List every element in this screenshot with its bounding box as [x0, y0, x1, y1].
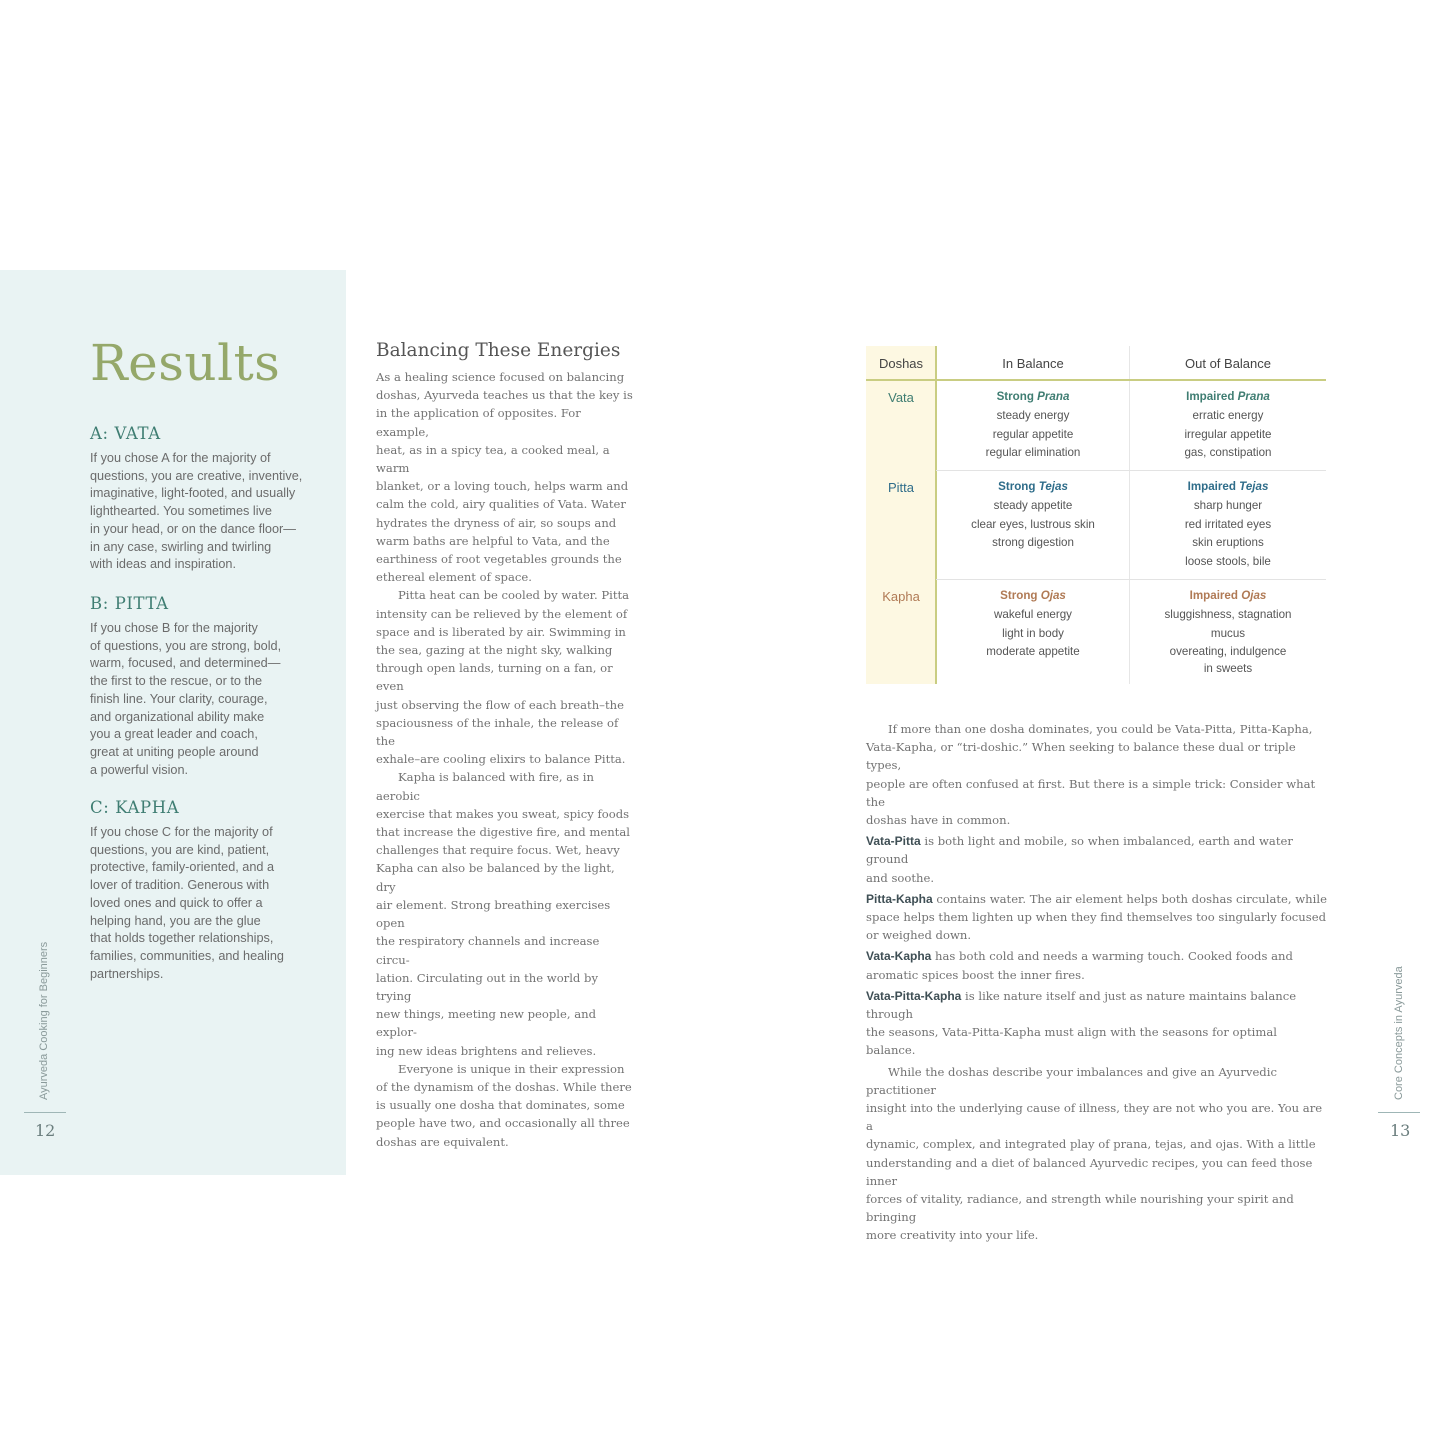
combo-name: Vata-Pitta-Kapha — [866, 988, 962, 1003]
cell-item: mucus — [1210, 626, 1246, 640]
result-pitta — [90, 594, 320, 779]
results-title: Results — [90, 334, 281, 392]
combo-paragraph — [866, 832, 1328, 887]
row-name-kapha: Kapha — [882, 589, 920, 604]
cell-in-balance — [936, 478, 1130, 553]
cell-item: strong digestion — [992, 536, 1074, 550]
balancing-column — [376, 340, 634, 1151]
result-kapha — [90, 798, 320, 983]
cell-item: in sweets — [1203, 662, 1253, 676]
cell-item: moderate appetite — [986, 645, 1080, 659]
cell-item: regular elimination — [985, 446, 1081, 460]
section-title: Balancing These Energies — [376, 340, 621, 361]
cell-item: skin eruptions — [1192, 536, 1264, 550]
table-header-doshas: Doshas — [878, 356, 924, 371]
combo-name: Vata-Kapha — [866, 949, 932, 964]
cell-lead: Impaired Prana — [1186, 390, 1270, 403]
cell-out-of-balance — [1130, 478, 1326, 572]
combo-text: is both light and mobile, so when imbalanced, earth and water ground and soothe. — [866, 834, 1293, 885]
cell-item: irregular appetite — [1184, 427, 1272, 441]
table-header-in-balance: In Balance — [1002, 356, 1064, 371]
combo-paragraph — [866, 947, 1328, 983]
result-vata — [90, 424, 320, 574]
table-row-rule — [936, 579, 1326, 580]
cell-lead: Impaired Ojas — [1189, 589, 1267, 602]
page-number-right: 13 — [1390, 1121, 1411, 1140]
cell-in-balance — [936, 388, 1130, 463]
cell-item: sharp hunger — [1193, 498, 1263, 512]
cell-item: steady energy — [996, 408, 1070, 422]
cell-item: gas, constipation — [1184, 446, 1272, 460]
row-name-pitta: Pitta — [887, 480, 914, 495]
combo-name: Vata-Pitta — [866, 834, 921, 849]
combo-name: Pitta-Kapha — [866, 891, 933, 906]
cell-out-of-balance — [1130, 587, 1326, 676]
paragraph: Everyone is unique in their expression of the dynamism of the doshas. While there is usually one dosha that dominates, some people have two, and occasionally all three doshas are equivalent. — [376, 1061, 632, 1149]
cell-item: wakeful energy — [994, 607, 1072, 621]
dosha-table — [866, 346, 1326, 686]
cell-out-of-balance — [1130, 388, 1326, 463]
cell-item: light in body — [1002, 626, 1064, 640]
paragraph: If more than one dosha dominates, you could be Vata-Pitta, Pitta-Kapha, Vata-Kapha, or “tri-doshic.” When seeking to balance these dual or triple types, people are often confused at first. But there is a simple trick: Consider what the doshas have in common. — [866, 722, 1316, 828]
table-header-rule — [866, 379, 1326, 381]
dual-doshas-text — [866, 720, 1328, 1248]
cell-lead: Strong Prana — [996, 390, 1070, 403]
cell-item: overeating, indulgence — [1169, 645, 1287, 659]
folio-rule-left — [24, 1112, 66, 1113]
page-number-left: 12 — [35, 1121, 56, 1140]
folio-rule-right — [1378, 1112, 1420, 1113]
cell-lead: Strong Tejas — [998, 480, 1068, 493]
cell-item: erratic energy — [1192, 408, 1264, 422]
table-header-out-of-balance: Out of Balance — [1185, 356, 1271, 371]
running-head-left: Ayurveda Cooking for Beginners — [38, 941, 50, 1100]
combo-paragraph — [866, 987, 1328, 1060]
result-text: If you chose B for the majority of questions, you are strong, bold, warm, focused, and determined— the first to the rescue, or to the finish line. Your clarity, courage, and organizational ability make you a great leader and coach, great at uniting people around a powerful vision. — [90, 621, 282, 777]
result-text: If you chose C for the majority of questions, you are kind, patient, protective, family-oriented, and a lover of tradition. Generous with loved ones and quick to offer a helping hand, you are the glue that holds together relationships, families, communities, and healing partnerships. — [90, 825, 284, 981]
combo-text: has both cold and needs a warming touch. Cooked foods and aromatic spices boost the inner fires. — [866, 949, 1293, 982]
cell-item: red irritated eyes — [1184, 517, 1272, 531]
paragraph: As a healing science focused on balancing doshas, Ayurveda teaches us that the key is in the application of opposites. For example, heat, as in a spicy tea, a cooked meal, a warm blanket, or a loving touch, helps warm and calm the cold, airy qualities of Vata. Water hydrates the dryness of air, so soups and warm baths are helpful to Vata, and the earthiness of root vegetables grounds the ethereal element of space. — [376, 370, 633, 585]
result-heading: C: KAPHA — [90, 798, 180, 817]
paragraph: While the doshas describe your imbalances and give an Ayurvedic practitioner insight into the underlying cause of illness, they are not who you are. You are a dynamic, complex, and integrated play of prana, tejas, and ojas. With a little understanding and a diet of balanced Ayurvedic recipes, you can feed those inner forces of vitality, radiance, and strength while nourishing your spirit and bringing more creativity into your life. — [866, 1064, 1323, 1243]
cell-item: clear eyes, lustrous skin — [971, 517, 1095, 531]
running-head-right: Core Concepts in Ayurveda — [1393, 966, 1405, 1100]
cell-in-balance — [936, 587, 1130, 662]
paragraph: Pitta heat can be cooled by water. Pitta intensity can be relieved by the element of space and is liberated by air. Swimming in the sea, gazing at the night sky, walking through open lands, turning on a fan, or even just observing the flow of each breath–the spaciousness of the inhale, the release of the exhale–are cooling elixirs to balance Pitta. — [376, 588, 630, 767]
cell-item: sluggishness, stagnation — [1164, 607, 1292, 621]
result-heading: B: PITTA — [90, 594, 169, 613]
cell-item: regular appetite — [992, 427, 1074, 441]
row-name-vata: Vata — [888, 390, 914, 405]
table-row-rule — [936, 470, 1326, 471]
combo-paragraph — [866, 890, 1328, 945]
result-text: If you chose A for the majority of questions, you are creative, inventive, imaginative, light-footed, and usually lighthearted. You sometimes live in your head, or on the dance floor— in any case, swirling and twirling with ideas and inspiration. — [90, 451, 303, 572]
combo-text: is like nature itself and just as nature maintains balance through the seasons, Vata-Pitta-Kapha must align with the seasons for optimal balance. — [866, 988, 1297, 1058]
cell-item: loose stools, bile — [1185, 555, 1271, 569]
cell-lead: Strong Ojas — [1000, 589, 1066, 602]
paragraph: Kapha is balanced with fire, as in aerobic exercise that makes you sweat, spicy foods that increase the digestive fire, and mental challenges that require focus. Wet, heavy Kapha can also be balanced by the light, dry air element. Strong breathing exercises open the respiratory channels and increase circu- lation. Circulating out in the world by trying new things, meeting new people, and explor- ing new ideas brightens and relieves. — [376, 770, 630, 1058]
result-heading: A: VATA — [90, 424, 161, 443]
cell-lead: Impaired Tejas — [1187, 480, 1269, 493]
combo-text: contains water. The air element helps both doshas circulate, while space helps them lighten up when they find themselves too singularly focused or weighed down. — [866, 891, 1327, 943]
cell-item: steady appetite — [993, 498, 1073, 512]
